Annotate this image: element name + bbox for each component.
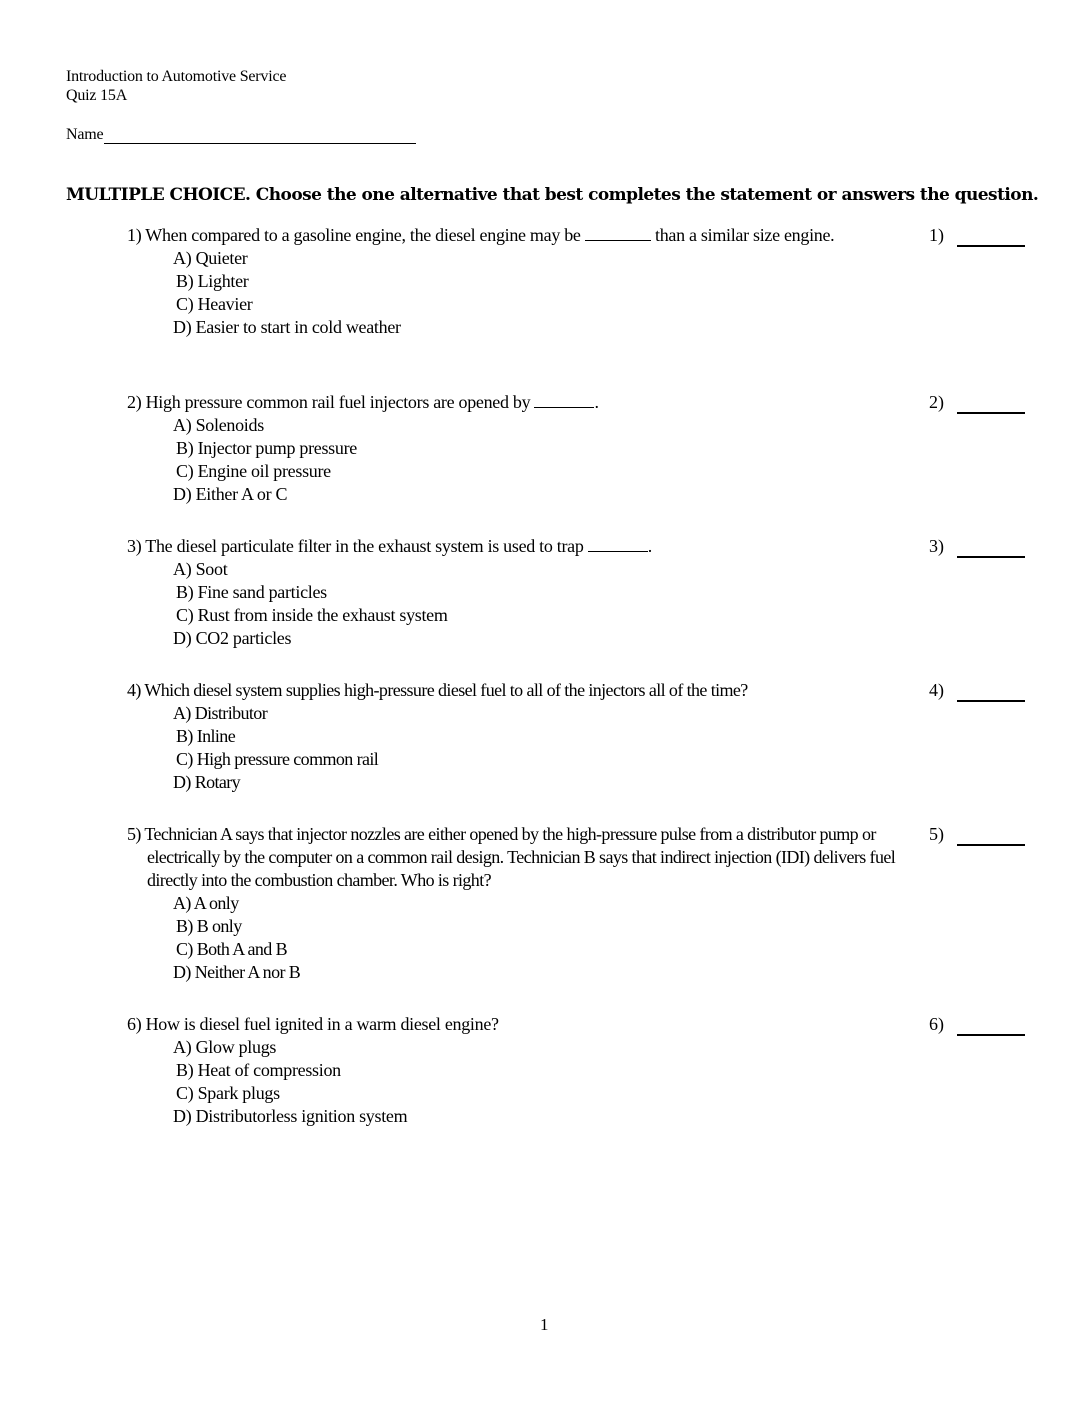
option-b[interactable]: B) Heat of compression [176, 1060, 341, 1080]
option-c[interactable]: C) Spark plugs [176, 1083, 280, 1103]
answer-blank-4 [929, 679, 1025, 702]
name-row [66, 125, 416, 144]
answer-field[interactable] [957, 1020, 1025, 1036]
name-field[interactable] [104, 126, 416, 144]
inline-blank [585, 224, 651, 241]
option-b[interactable]: B) Inline [176, 726, 236, 746]
option-a[interactable]: A) Glow plugs [173, 1037, 277, 1057]
answer-label: 5) [929, 824, 944, 844]
question-text: 4) Which diesel system supplies high-pressure diesel fuel to all of the injectors all of the time? [127, 680, 748, 700]
question-4 [127, 679, 927, 794]
question-text: 6) How is diesel fuel ignited in a warm diesel engine? [127, 1014, 499, 1034]
question-text: 2) High pressure common rail fuel injectors are opened by . [127, 392, 599, 412]
option-c[interactable]: C) Heavier [176, 294, 253, 314]
question-5 [127, 823, 927, 984]
option-d[interactable]: D) Distributorless ignition system [173, 1106, 408, 1126]
answer-blank-6 [929, 1013, 1025, 1036]
question-number: 4) [127, 680, 141, 700]
option-d[interactable]: D) Either A or C [173, 484, 288, 504]
option-b[interactable]: B) Injector pump pressure [176, 438, 357, 458]
answer-label: 4) [929, 680, 944, 700]
inline-blank [588, 535, 648, 552]
option-a[interactable]: A) A only [173, 893, 239, 913]
option-c[interactable]: C) Engine oil pressure [176, 461, 331, 481]
option-b[interactable]: B) B only [176, 916, 242, 936]
option-a[interactable]: A) Soot [173, 559, 228, 579]
instructions: MULTIPLE CHOICE. Choose the one alternative that best completes the statement or answers the question. [66, 185, 1039, 205]
option-a[interactable]: A) Solenoids [173, 415, 264, 435]
answer-blank-5 [929, 823, 1025, 846]
answer-blank-1 [929, 224, 1025, 247]
option-a[interactable]: A) Quieter [173, 248, 248, 268]
option-d[interactable]: D) Neither A nor B [173, 962, 301, 982]
option-d[interactable]: D) Rotary [173, 772, 241, 792]
question-text: 1) When compared to a gasoline engine, the diesel engine may be than a similar size engine. [127, 225, 835, 245]
question-3 [127, 535, 927, 650]
option-c[interactable]: C) Rust from inside the exhaust system [176, 605, 448, 625]
answer-field[interactable] [957, 542, 1025, 558]
question-number: 6) [127, 1014, 142, 1034]
answer-field[interactable] [957, 686, 1025, 702]
question-number: 2) [127, 392, 142, 412]
answer-field[interactable] [957, 231, 1025, 247]
answer-label: 6) [929, 1014, 944, 1034]
question-text: 5) Technician A says that injector nozzles are either opened by the high-pressure pulse from a distributor pump or electrically by the computer on a common rail design. Technician B says that indirect injection (IDI) delivers fuel directly into the combustion chamber. Who is right? [127, 824, 896, 890]
question-1 [127, 224, 927, 339]
option-a[interactable]: A) Distributor [173, 703, 268, 723]
answer-field[interactable] [957, 830, 1025, 846]
name-label: Name [66, 126, 104, 143]
question-2 [127, 391, 927, 506]
answer-field[interactable] [957, 398, 1025, 414]
answer-label: 1) [929, 225, 944, 245]
course-title: Introduction to Automotive Service [66, 68, 287, 85]
quiz-title: Quiz 15A [66, 87, 128, 104]
question-6 [127, 1013, 927, 1128]
option-b[interactable]: B) Fine sand particles [176, 582, 327, 602]
answer-label: 3) [929, 536, 944, 556]
option-b[interactable]: B) Lighter [176, 271, 249, 291]
answer-label: 2) [929, 392, 944, 412]
option-d[interactable]: D) Easier to start in cold weather [173, 317, 401, 337]
inline-blank [534, 391, 594, 408]
option-c[interactable]: C) High pressure common rail [176, 749, 379, 769]
answer-blank-3 [929, 535, 1025, 558]
question-number: 5) [127, 824, 141, 844]
question-number: 3) [127, 536, 142, 556]
page-number: 1 [540, 1315, 549, 1334]
question-text: 3) The diesel particulate filter in the exhaust system is used to trap . [127, 536, 652, 556]
option-c[interactable]: C) Both A and B [176, 939, 288, 959]
question-number: 1) [127, 225, 142, 245]
option-d[interactable]: D) CO2 particles [173, 628, 292, 648]
answer-blank-2 [929, 391, 1025, 414]
